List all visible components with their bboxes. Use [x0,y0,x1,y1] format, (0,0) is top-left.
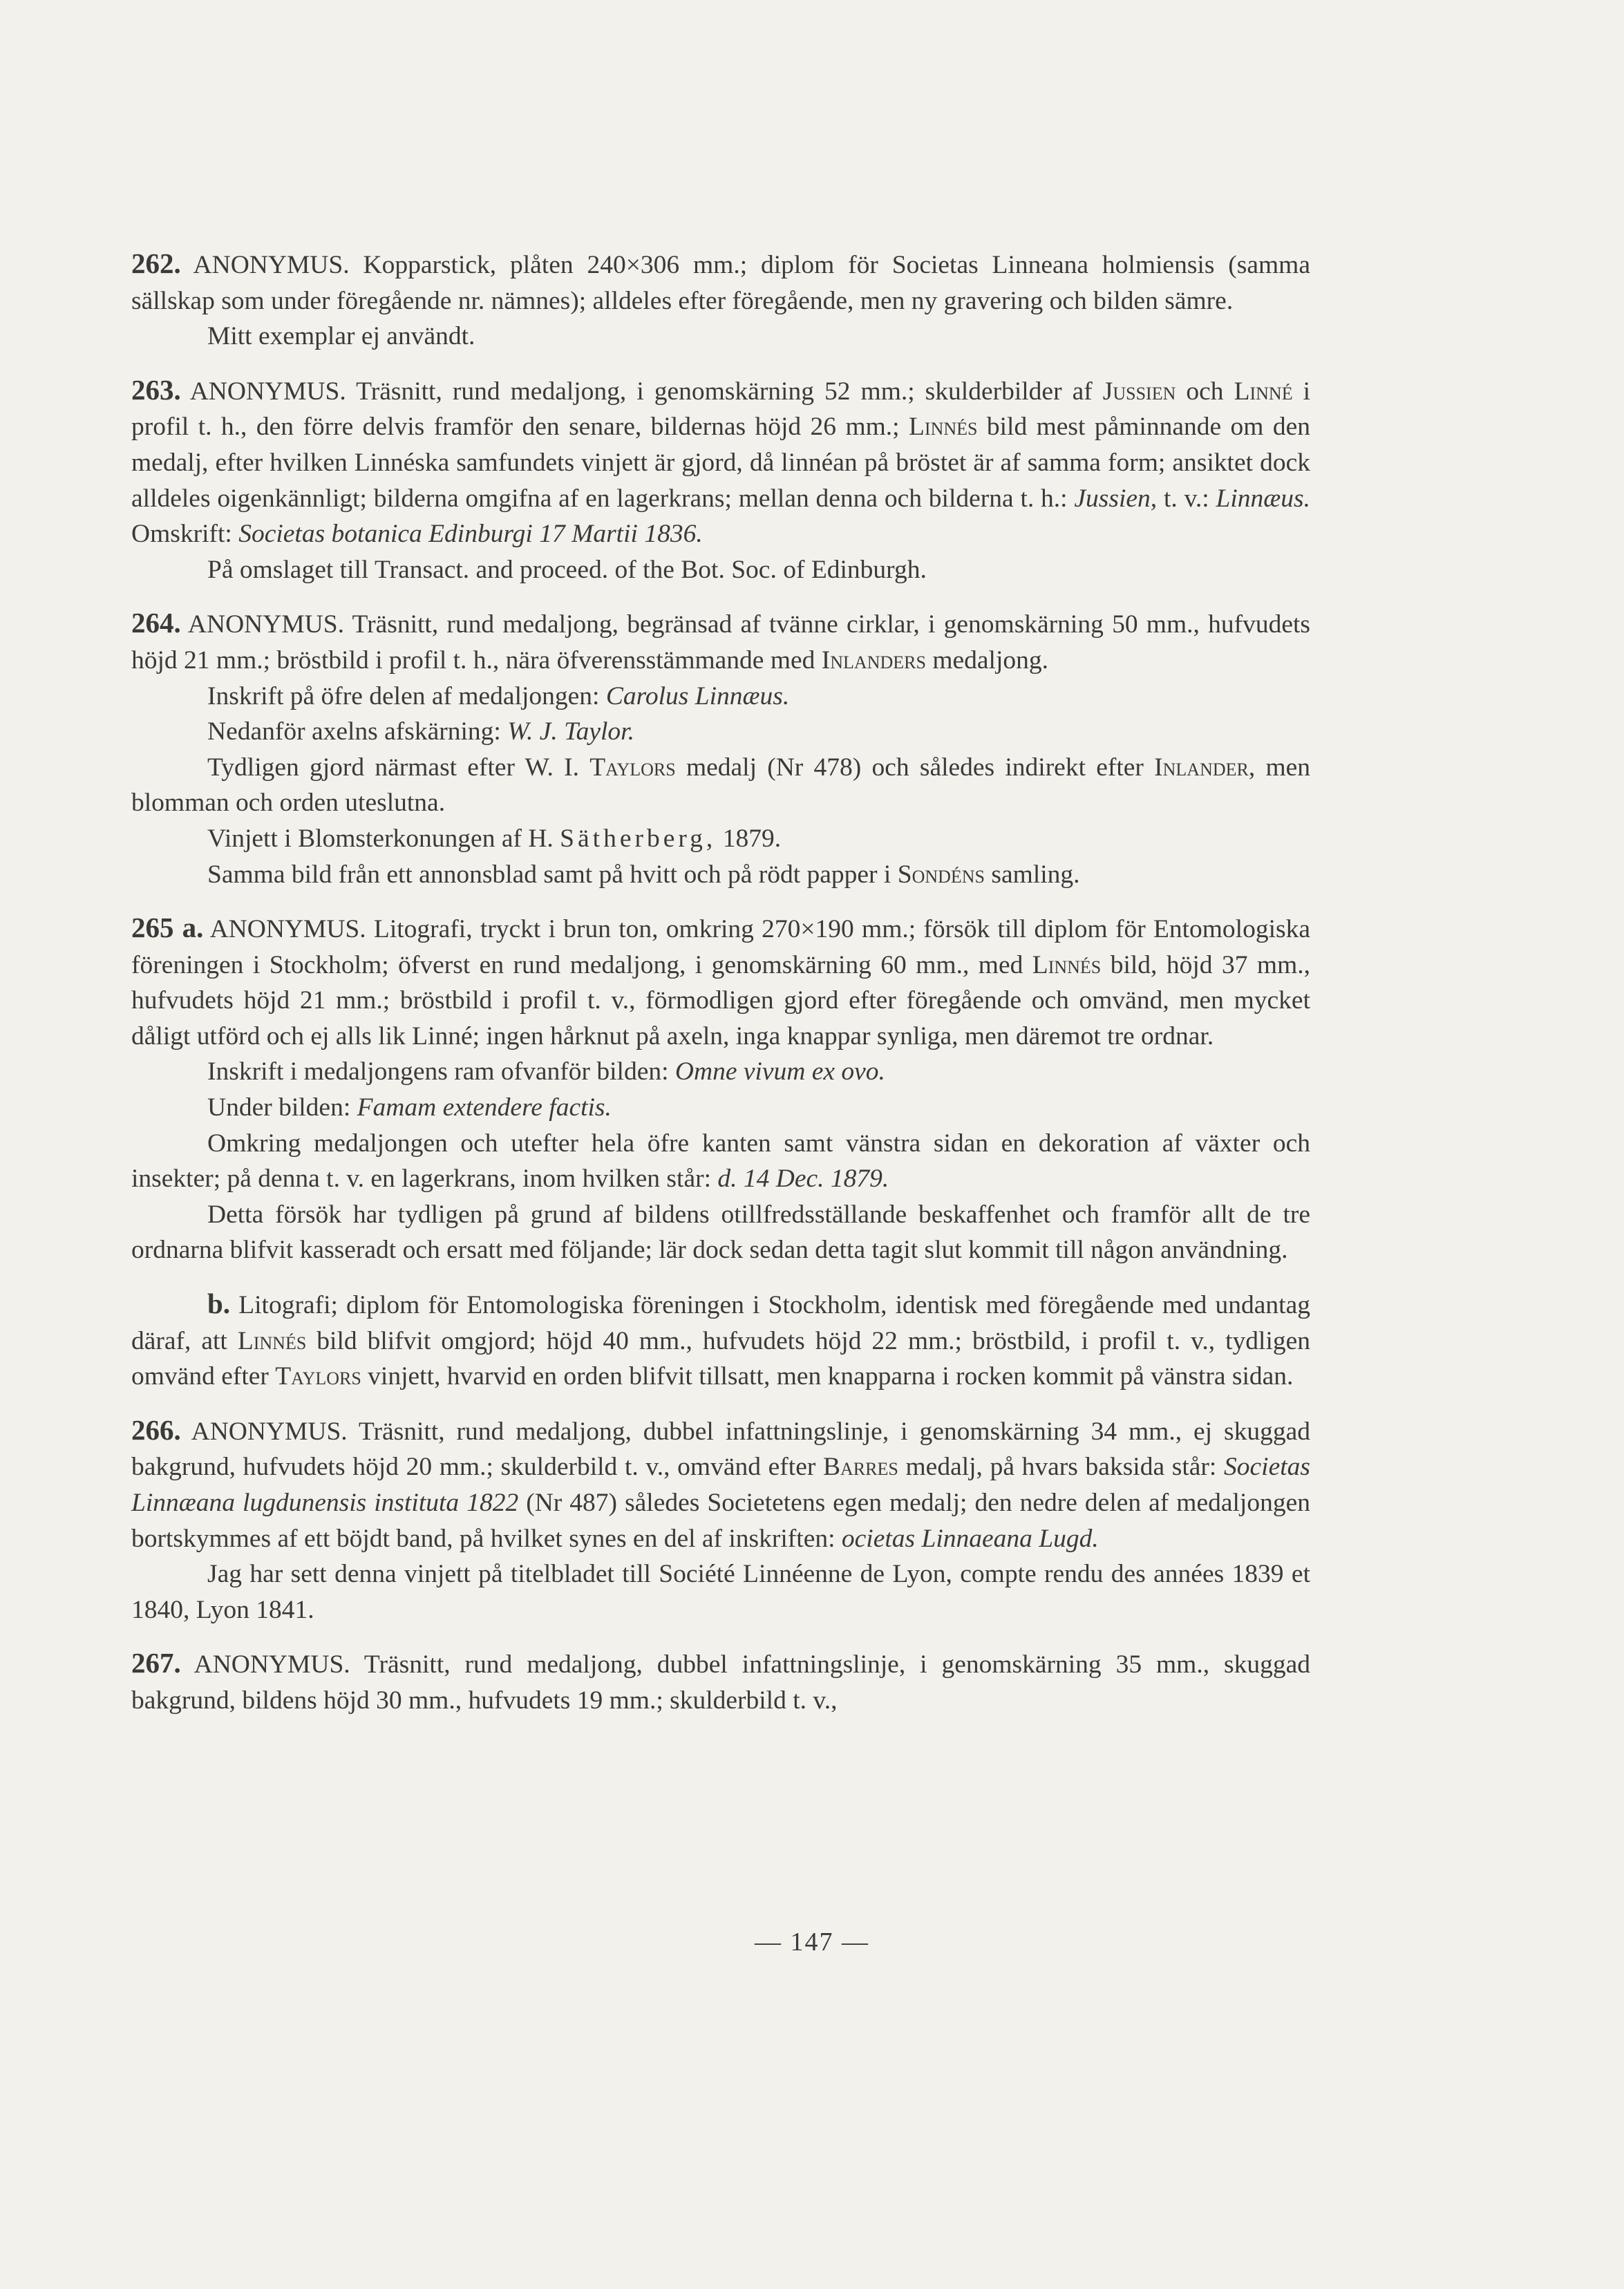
entry-266-para [131,1413,1310,1556]
entry-263 [131,373,1310,588]
inscription: Linnæus. [1216,484,1310,513]
entry-text: i profil t. h., den förre delvis framför den senare, bildernas höjd 26 mm.; [131,377,1311,442]
entry-text: Inskrift i medaljongens ram ofvanför bilden: [207,1057,669,1086]
person-name: Linnés [1032,950,1102,979]
entry-note [131,679,1310,715]
entry-text: Träsnitt, rund medaljong, begränsad af tvänne cirklar, i genomskärning 50 mm., hufvudets höjd 21 mm.; bröstbild i profil t. h., nära öfverensstämmande med [131,610,1310,675]
entry-text: bild, höjd 37 mm., hufvudets höjd 21 mm.; bröstbild i profil t. v., förmodligen gjord efter föregående och omvänd, men mycket dåligt utförd och ej alls lik Linné; ingen hårknut på axeln, inga knappar synliga, men däremot tre ordnar. [131,950,1311,1051]
entry-note: På omslaget till Transact. and proceed. of the Bot. Soc. of Edinburgh. [207,555,927,584]
entry-text: Litografi; diplom för Entomologiska föreningen i Stockholm, identisk med föregående med undantag däraf, att [131,1291,1310,1355]
entry-264 [131,605,1310,892]
entry-number: 266. [131,1413,181,1446]
entry-text: Träsnitt, rund medaljong, dubbel infattningslinje, i genomskärning 34 mm., ej skuggad bakgrund, hufvudets höjd 20 mm.; skulderbild t. v., omvänd efter [131,1417,1310,1482]
entry-263-para [131,373,1310,552]
entry-text: och [1186,377,1224,406]
entry-text: bild mest påminnande om den medalj, efter hvilken Linnéska samfundets vinjett är gjord, då linnéan på bröstet är af samma form; ansiktet dock alldeles oigenkännligt; bilderna omgifna af en lagerkrans; mellan denna och bilderna t. h.: [131,413,1310,513]
entry-text: Kopparstick, plåten 240×306 mm.; diplom för Societas Linneana holmiensis (samma sällskap som under föregående nr. nämnes); alldeles efter föregående, men ny gravering och bilden sämre. [131,251,1310,315]
entry-text: Tydligen gjord närmast efter W. I. [207,753,579,782]
entry-note [131,821,1310,857]
entry-text: Samma bild från ett annonsblad samt på hvitt och på rödt papper i [207,860,891,889]
entry-text: bild blifvit omgjord; höjd 40 mm., hufvudets höjd 22 mm.; bröstbild, i profil t. v., tydligen omvänd efter [131,1326,1311,1391]
person-name: Taylors [589,753,676,782]
entry-267 [131,1646,1310,1718]
entry-267-para [131,1646,1310,1718]
entry-text: Omskrift: [131,520,232,549]
entry-text: men blomman och orden uteslutna. [131,753,1311,818]
entry-text: medalj, på hvars baksida står: [905,1453,1217,1482]
entry-text: Träsnitt, rund medaljong, dubbel infattningslinje, i genomskärning 35 mm., skuggad bakgrund, bildens höjd 30 mm., hufvudets 19 mm.; skulderbild t. v., [131,1650,1310,1715]
person-name: Linnés [909,413,978,442]
person-name: Taylors [275,1362,361,1391]
entry-text: Under bilden: [207,1093,351,1122]
person-name: Sondéns [897,860,985,889]
entry-note [131,1054,1310,1090]
entry-text: t. v.: [1163,484,1209,513]
entry-number: 265 a. [131,912,204,944]
inscription: Jussien, [1074,484,1158,513]
entry-note [131,1126,1310,1197]
inscription: W. J. Taylor. [507,717,634,746]
entry-number: 264. [131,607,181,639]
entry-number: 262. [131,247,181,279]
inscription: Carolus Linnæus. [605,681,790,710]
entry-author: ANONYMUS. [209,915,366,944]
entry-note: Mitt exemplar ej användt. [207,322,475,351]
person-name: Barres [823,1453,898,1482]
entry-text: medaljong. [932,646,1048,675]
inscription: ocietas Linnaeana Lugd. [841,1524,1099,1553]
inscription: Societas botanica Edinburgi 17 Martii 1836. [238,520,703,549]
entry-note: Jag har sett denna vinjett på titelbladet till Société Linnéenne de Lyon, compte rendu des années 1839 et 1840, Lyon 1841. [131,1560,1310,1624]
person-name: Inlanders [821,646,926,675]
entry-265a-para [131,910,1310,1054]
entry-text: medalj (Nr 478) och således indirekt efter [686,753,1144,782]
entry-262 [131,246,1310,355]
entry-note [131,857,1310,893]
entry-note [131,714,1310,750]
entry-author: ANONYMUS. [191,1417,348,1446]
entry-text: vinjett, hvarvid en orden blifvit tillsatt, men knapparna i rocken kommit på vänstra sidan. [368,1362,1294,1391]
entry-262-para [131,246,1310,319]
entry-number: b. [207,1288,231,1320]
entry-264-para [131,605,1310,678]
entry-author: ANONYMUS. [187,610,344,639]
inscription: Omne vivum ex ovo. [674,1057,885,1086]
person-name: Sätherberg, [560,824,717,853]
entry-author: ANONYMUS. [189,377,346,406]
entry-text: Inskrift på öfre delen af medaljongen: [207,681,600,710]
inscription: Societas Linnæana lugdunensis instituta 1822 [131,1453,1310,1517]
entry-text: Omkring medaljongen och utefter hela öfre kanten samt vänstra sidan en dekoration af växter och insekter; på denna t. v. en lagerkrans, inom hvilken står: [131,1129,1310,1194]
entry-text: samling. [991,860,1080,889]
person-name: Jussien [1102,377,1176,406]
entry-265b [131,1286,1310,1395]
entry-265b-para [131,1286,1310,1395]
person-name: Inlander, [1154,753,1256,782]
entry-note [131,1090,1310,1126]
inscription: d. 14 Dec. 1879. [717,1165,889,1194]
entry-author: ANONYMUS. [193,1650,350,1679]
entry-text: 1879. [722,824,782,853]
entry-author: ANONYMUS. [193,251,350,279]
entry-note: Detta försök har tydligen på grund af bildens otillfredsställande beskaffenhet och framför allt de tre ordnarna blifvit kasseradt och ersatt med följande; lär dock sedan detta tagit slut kommit till någon användning. [131,1200,1310,1265]
entry-text: Vinjett i Blomsterkonungen af H. [207,824,554,853]
entry-text: Nedanför axelns afskärning: [207,717,501,746]
person-name: Linnés [237,1326,307,1355]
catalogue-text [131,246,1310,1737]
entry-text: Litografi, tryckt i brun ton, omkring 270×190 mm.; försök till diplom för Entomologiska föreningen i Stockholm; öfverst en rund medaljong, i genomskärning 60 mm., med [131,915,1311,979]
inscription: Famam extendere factis. [357,1093,612,1122]
person-name: Linné [1234,377,1293,406]
entry-265a [131,910,1310,1268]
entry-note [131,750,1310,821]
page-number: — 147 — [755,1928,869,1957]
entry-text: (Nr 487) således Societetens egen medalj; den nedre delen af medaljongen bortskymmes af ett böjdt band, på hvilket synes en del af inskriften: [131,1489,1310,1553]
entry-number: 263. [131,373,181,406]
entry-266 [131,1413,1310,1628]
entry-number: 267. [131,1647,181,1679]
entry-text: Träsnitt, rund medaljong, i genomskärning 52 mm.; skulderbilder af [356,377,1093,406]
